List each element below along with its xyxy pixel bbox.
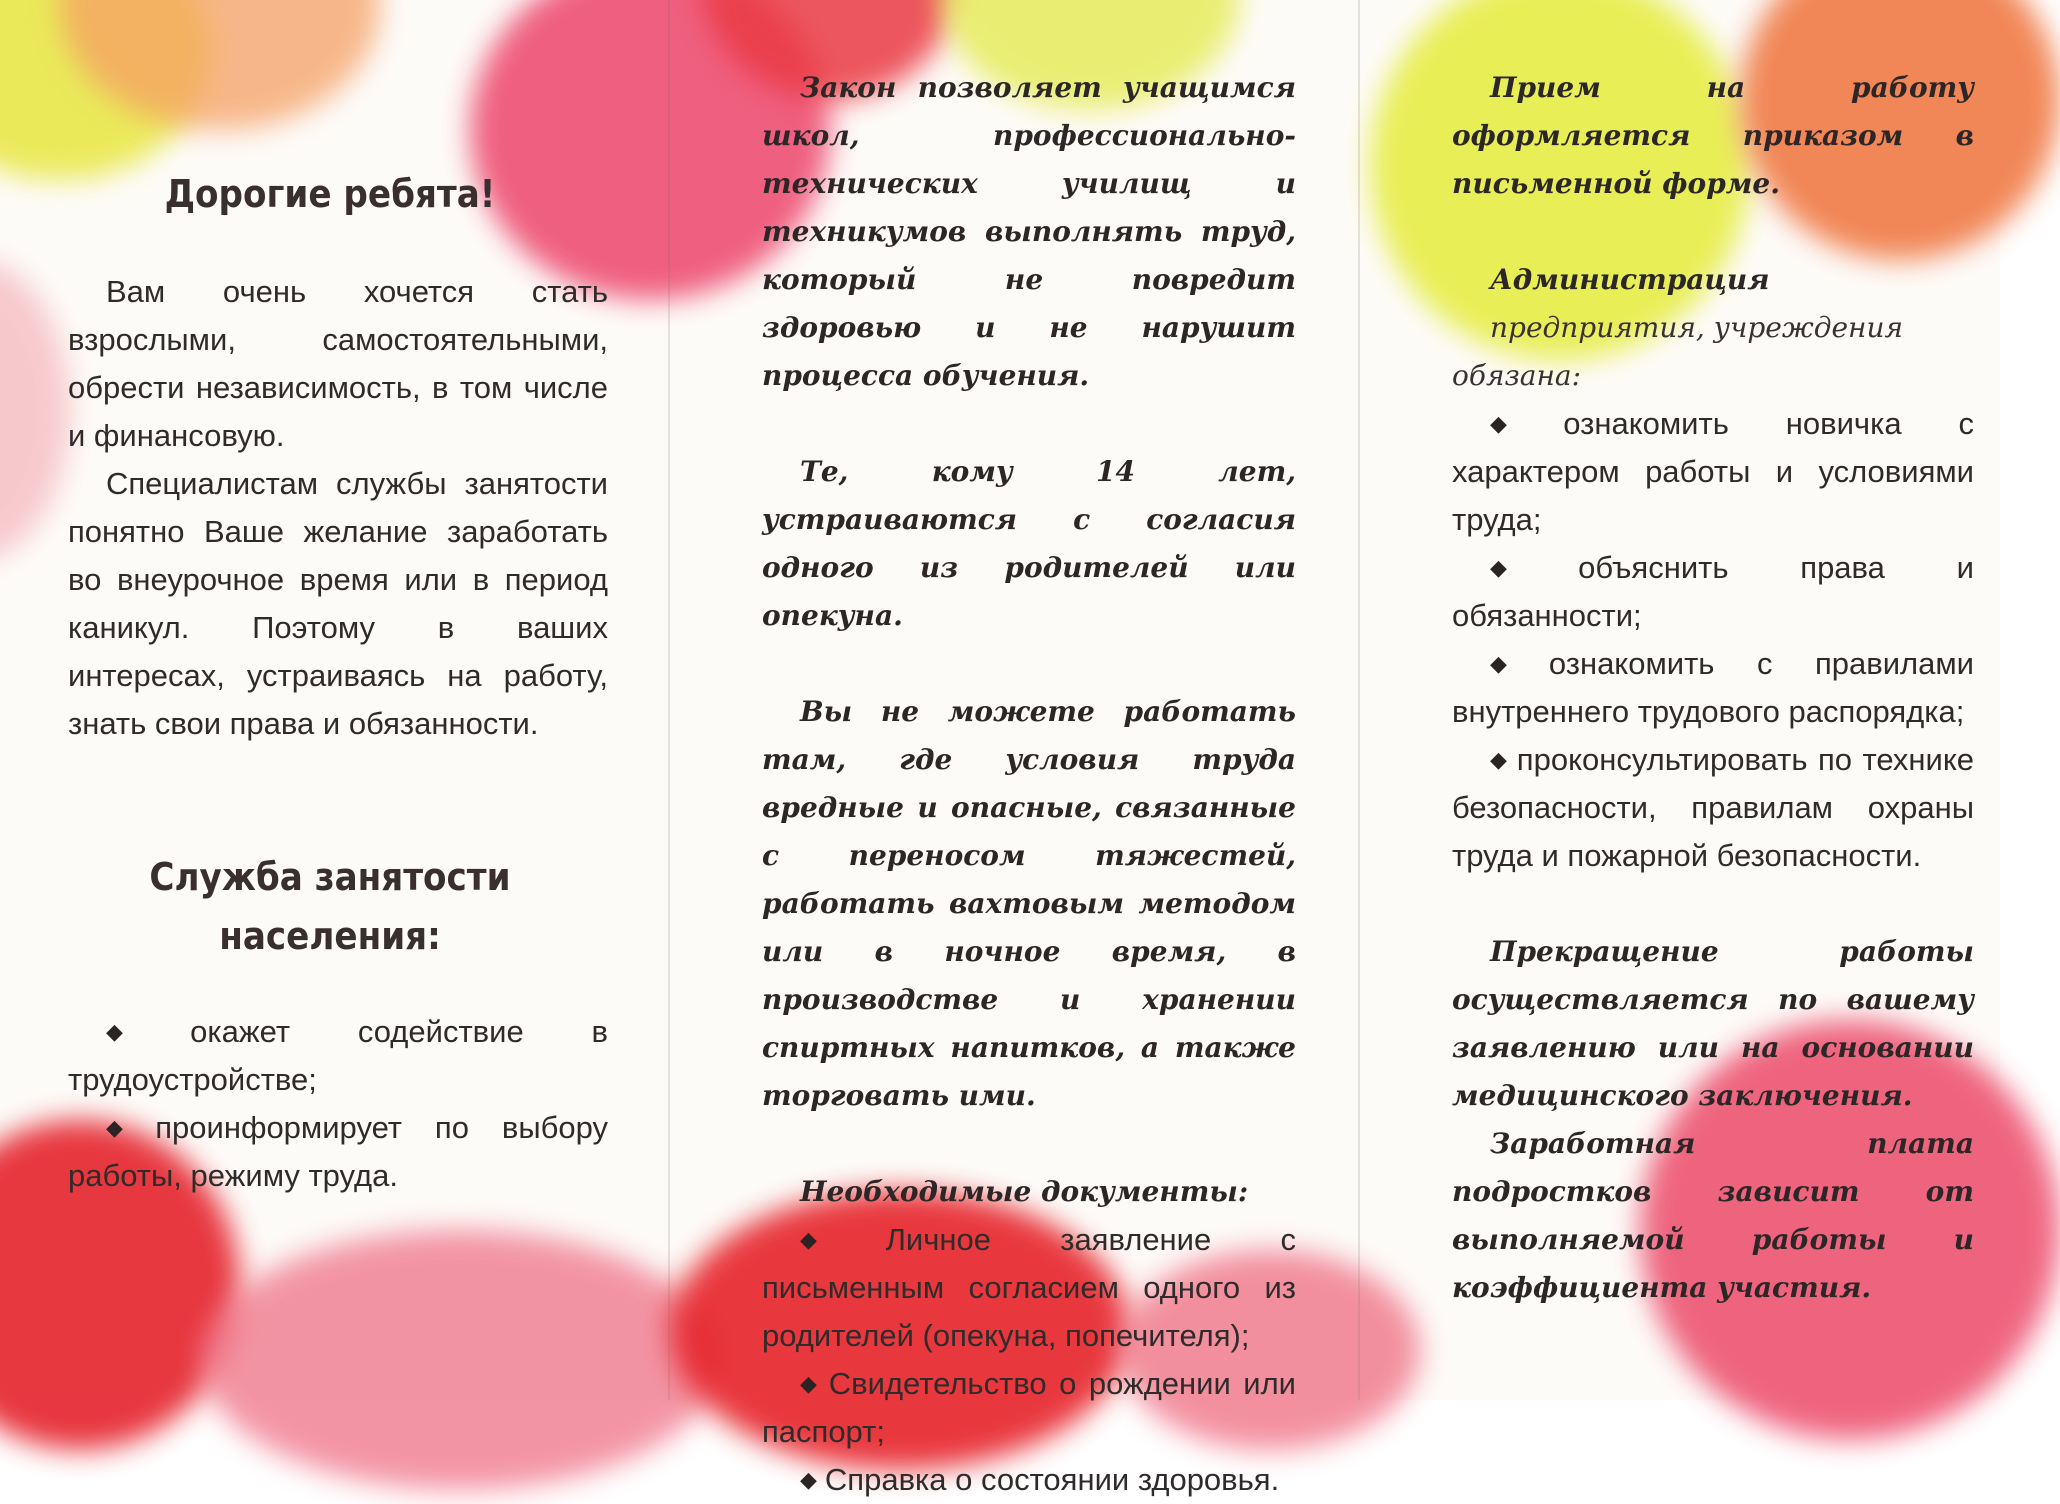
diamond-bullet-icon: ◆ (1490, 555, 1571, 580)
list-item (762, 1456, 1296, 1504)
documents-title: Необходимые документы: (800, 1175, 1249, 1208)
list-item-text: проинформирует по выбору работы, режиму труда. (68, 1110, 609, 1193)
age14-paragraph: Те, кому 14 лет, устраиваются с согласия одного из родителей или опекуна. (762, 455, 1296, 632)
termination-paragraph: Прекращение работы осуществляется по вашему заявлению или на основании медицинского заключения. (1452, 935, 1974, 1112)
list-item (1452, 736, 1974, 880)
admin-subtitle: предприятия, учреждения обязана: (1452, 311, 1904, 392)
intro-paragraph-1: Вам очень хочется стать взрослыми, самостоятельными, обрести независимость, в том числе и финансовую. (68, 274, 608, 453)
diamond-bullet-icon: ◆ (800, 1227, 878, 1252)
diamond-bullet-icon: ◆ (1490, 411, 1556, 436)
diamond-bullet-icon: ◆ (800, 1371, 821, 1396)
right-text-block (1452, 64, 1974, 1312)
list-item-text: ознакомить с правилами внутреннего трудового распорядка; (1452, 646, 1974, 729)
diamond-bullet-icon: ◆ (1490, 651, 1541, 676)
diamond-bullet-icon: ◆ (106, 1019, 183, 1044)
list-item (68, 1104, 608, 1200)
panel-left (0, 0, 668, 1400)
list-item (762, 1216, 1296, 1360)
list-item-text: проконсультировать по технике безопасности, правилам охраны труда и пожарной безопасности. (1452, 742, 1974, 873)
list-item (762, 1360, 1296, 1456)
hiring-paragraph: Прием на работу оформляется приказом в письменной форме. (1452, 71, 1974, 200)
salary-paragraph: Заработная плата подростков зависит от выполняемой работы и коэффициента участия. (1452, 1127, 1974, 1304)
service-list (68, 1008, 608, 1200)
list-item-text: ознакомить новичка с характером работы и условиями труда; (1452, 406, 1974, 537)
list-item (1452, 640, 1974, 736)
panel-middle (668, 0, 1358, 1497)
intro-paragraph-2: Специалистам службы занятости понятно Ваше желание заработать во внеурочное время или в период каникул. Поэтому в ваших интересах, устраиваясь на работу, знать свои права и обязанности. (68, 466, 608, 741)
list-item (1452, 544, 1974, 640)
list-item (68, 1008, 608, 1104)
list-item-text: Свидетельство о рождении или паспорт; (762, 1366, 1296, 1449)
intro-block (68, 268, 608, 748)
admin-title: Администрация (1490, 263, 1770, 296)
diamond-bullet-icon: ◆ (106, 1115, 148, 1140)
list-item-text: объяснить права и обязанности; (1452, 550, 1975, 633)
list-item (1452, 400, 1974, 544)
greeting-heading: Дорогие ребята! (164, 172, 496, 216)
service-title (110, 848, 550, 966)
list-item-text: окажет содействие в трудоустройстве; (68, 1014, 609, 1097)
law-paragraph: Закон позволяет учащимся школ, профессионально-технических училищ и техникумов выполнять труд, который не повредит здоровью и не нарушит процесса обучения. (762, 71, 1296, 392)
panel-right (1358, 0, 2000, 1400)
diamond-bullet-icon: ◆ (1490, 747, 1509, 772)
middle-text-block (762, 64, 1296, 1504)
diamond-bullet-icon: ◆ (800, 1467, 817, 1492)
list-item-text: Справка о состоянии здоровья. (824, 1462, 1280, 1497)
service-title-line-2: населения: (219, 913, 441, 958)
forbidden-paragraph: Вы не можете работать там, где условия труда вредные и опасные, связанные с переносом тяжестей, работать вахтовым методом или в ночное время, в производстве и хранении спиртных напитков, а также торговать ими. (762, 695, 1296, 1112)
list-item-text: Личное заявление с письменным согласием одного из родителей (опекуна, попечителя); (762, 1222, 1296, 1353)
service-title-line-1: Служба занятости (149, 855, 511, 899)
